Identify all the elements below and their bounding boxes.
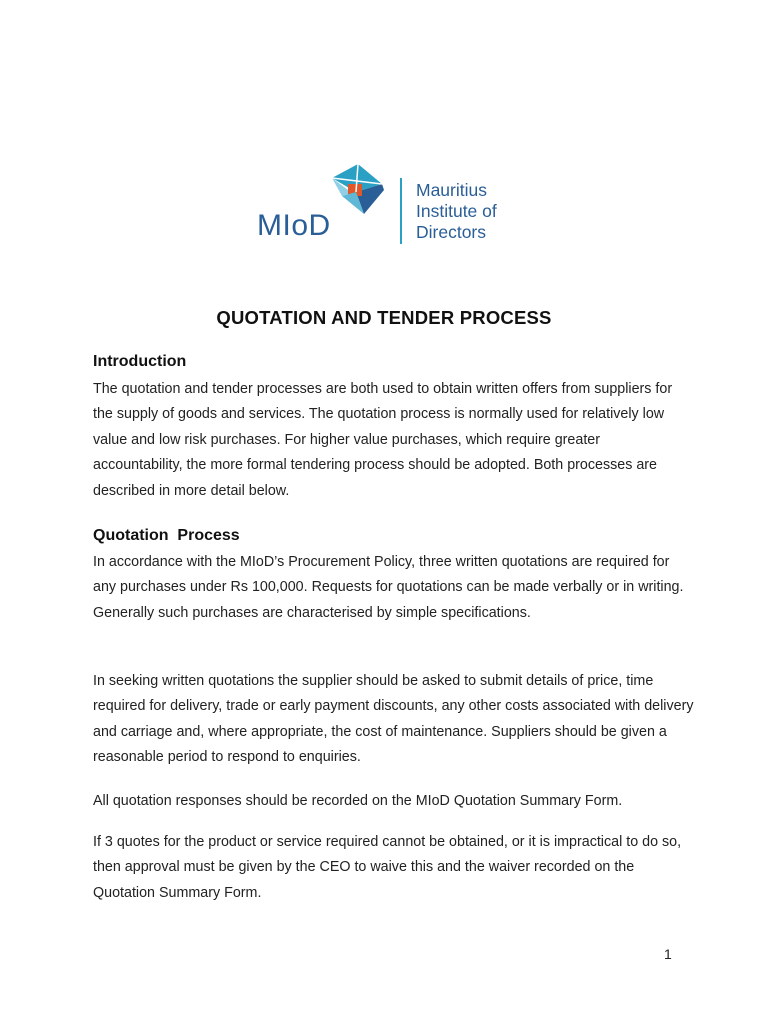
section-heading-introduction: Introduction [93, 353, 187, 370]
logo-name-line: Mauritius [416, 180, 487, 200]
logo-institution-name [416, 180, 497, 243]
paragraph-introduction: The quotation and tender processes are both used to obtain written offers from suppliers for the supply of goods and services. The quotation process is normally used for relatively low value and low risk purchases. For higher value purchases, which require greater accountability, the more formal tendering process should be adopted. Both processes are described in more detail below. [93, 381, 673, 499]
section-heading-quotation-process: Quotation Process [93, 527, 240, 544]
logo-name-line: Institute of [416, 201, 497, 221]
diamond-logo-icon [328, 162, 388, 218]
logo-abbreviation: MIoD [257, 209, 331, 242]
paragraph-quotation-requirements: In accordance with the MIoD’s Procurement Policy, three written quotations are required for any purchases under Rs 100,000. Requests for quotations can be made verbally or in writing. Generally such purchases are characterised by simple specifications. [93, 554, 684, 621]
paragraph-quotation-responses: All quotation responses should be recorded on the MIoD Quotation Summary Form. [93, 793, 623, 809]
paragraph-written-quotations: In seeking written quotations the supplier should be asked to submit details of price, time required for delivery, trade or early payment discounts, any other costs associated with delivery and carriage and, where appropriate, the cost of maintenance. Suppliers should be given a reasonable period to respond to enquiries. [93, 673, 694, 766]
paragraph-quote-waiver: If 3 quotes for the product or service required cannot be obtained, or it is impractical to do so, then approval must be given by the CEO to waive this and the waiver recorded on the Quotation Summary Form. [93, 834, 682, 901]
logo-divider [400, 178, 402, 244]
logo-name-line: Directors [416, 222, 487, 242]
page-number: 1 [664, 946, 672, 962]
document-title: QUOTATION AND TENDER PROCESS [216, 307, 552, 328]
